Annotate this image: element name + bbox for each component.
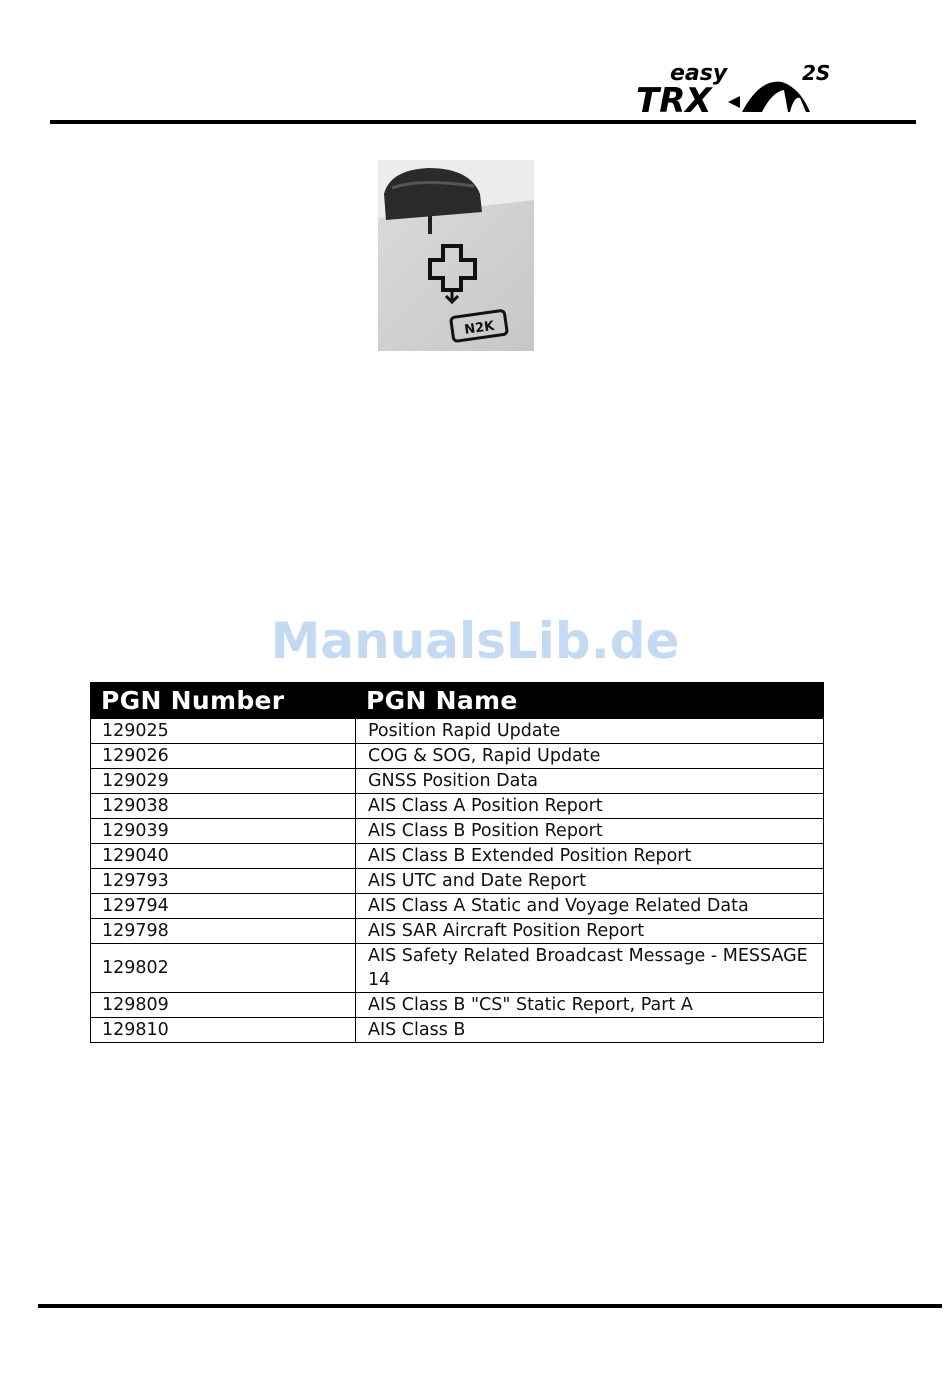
- pgn-name-cell: AIS Safety Related Broadcast Message - MESSAGE 14: [356, 944, 824, 993]
- pgn-number-cell: 129029: [91, 769, 356, 794]
- n2k-label: N2K: [463, 318, 496, 338]
- table-row: [91, 894, 824, 919]
- column-header-pgn-number: PGN Number: [91, 683, 356, 719]
- table-row: [91, 844, 824, 869]
- pgn-number-cell: 129039: [91, 819, 356, 844]
- column-header-pgn-name: PGN Name: [356, 683, 824, 719]
- logo-main-text: TRX: [636, 81, 712, 120]
- table-row: [91, 744, 824, 769]
- easytrx-logo: [632, 58, 852, 120]
- table-row: [91, 794, 824, 819]
- table-row: [91, 919, 824, 944]
- table-header-row: [91, 683, 824, 719]
- pgn-number-cell: 129040: [91, 844, 356, 869]
- pgn-name-cell: AIS Class B: [356, 1018, 824, 1043]
- watermark: ManualsLib.de: [270, 612, 680, 670]
- pgn-name-cell: AIS UTC and Date Report: [356, 869, 824, 894]
- pgn-number-cell: 129798: [91, 919, 356, 944]
- pgn-number-cell: 129038: [91, 794, 356, 819]
- pgn-number-cell: 129794: [91, 894, 356, 919]
- pgn-name-cell: AIS Class B Position Report: [356, 819, 824, 844]
- table-row: [91, 719, 824, 744]
- sail-icon: [728, 82, 810, 112]
- logo-small-text: easy: [670, 61, 728, 86]
- pgn-number-cell: 129025: [91, 719, 356, 744]
- pgn-name-cell: Position Rapid Update: [356, 719, 824, 744]
- table-row: [91, 993, 824, 1018]
- pgn-name-cell: AIS Class A Static and Voyage Related Data: [356, 894, 824, 919]
- table-row: [91, 869, 824, 894]
- pgn-name-cell: AIS Class B "CS" Static Report, Part A: [356, 993, 824, 1018]
- pgn-number-cell: 129793: [91, 869, 356, 894]
- table-row: [91, 1018, 824, 1043]
- header-rule: [50, 120, 916, 124]
- pgn-number-cell: 129026: [91, 744, 356, 769]
- pgn-name-cell: AIS Class B Extended Position Report: [356, 844, 824, 869]
- pgn-name-cell: GNSS Position Data: [356, 769, 824, 794]
- logo-version-text: 2S: [802, 61, 831, 85]
- pgn-name-cell: COG & SOG, Rapid Update: [356, 744, 824, 769]
- table-row: [91, 944, 824, 993]
- n2k-connector-photo: [378, 160, 534, 351]
- footer-rule: [38, 1304, 942, 1308]
- table-row: [91, 819, 824, 844]
- pgn-name-cell: AIS Class A Position Report: [356, 794, 824, 819]
- table-row: [91, 769, 824, 794]
- pgn-number-cell: 129809: [91, 993, 356, 1018]
- pgn-number-cell: 129810: [91, 1018, 356, 1043]
- pgn-table: [90, 682, 824, 1043]
- pgn-name-cell: AIS SAR Aircraft Position Report: [356, 919, 824, 944]
- pgn-number-cell: 129802: [91, 944, 356, 993]
